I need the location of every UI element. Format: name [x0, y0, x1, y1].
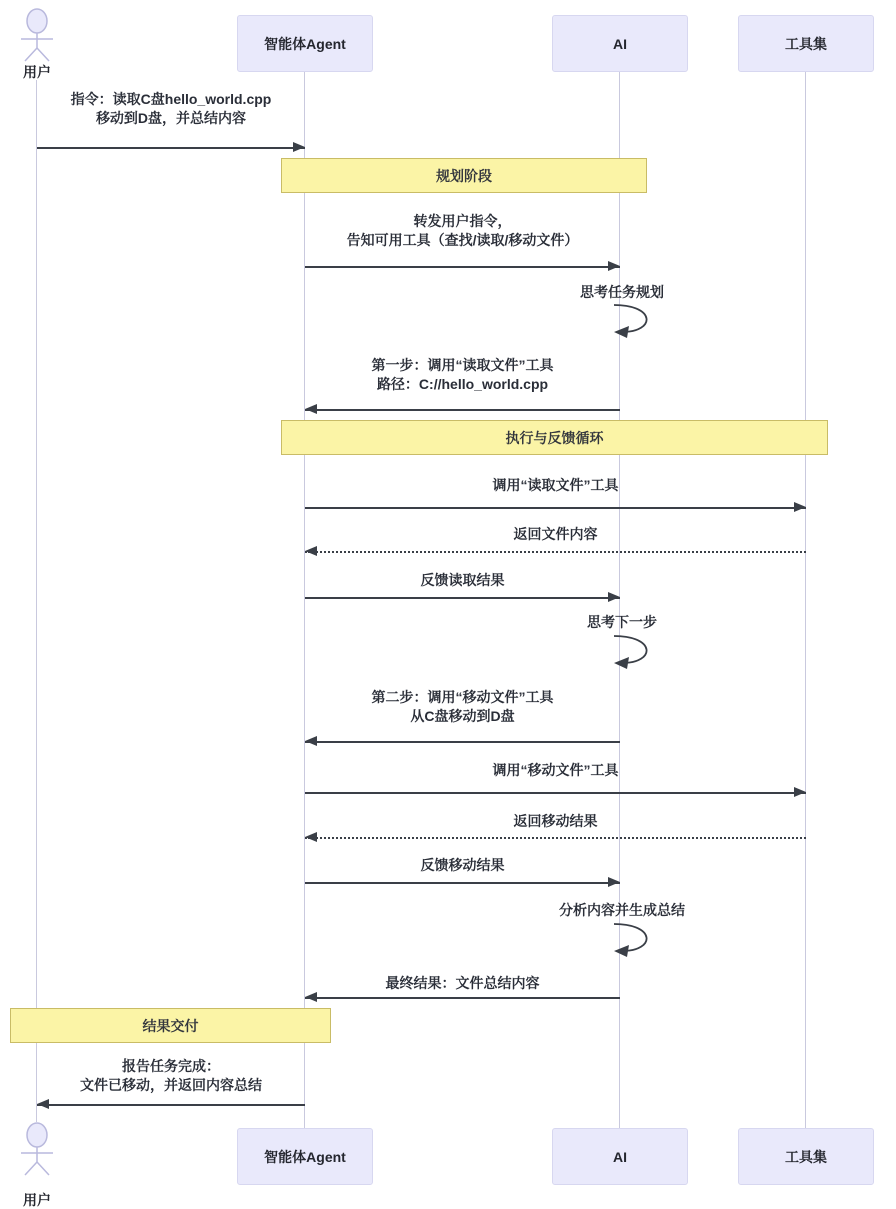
- message-label: [21, 1057, 321, 1095]
- message-label: [292, 212, 633, 250]
- actor-icon: [15, 1122, 59, 1176]
- message-label: [292, 974, 633, 993]
- arrow-agent-to-user: [37, 1104, 305, 1106]
- message-line: 分析内容并生成总结: [559, 902, 685, 918]
- arrow-agent-to-ai: [305, 597, 620, 599]
- message-line: 文件已移动，并返回内容总结: [80, 1077, 262, 1093]
- arrowhead-icon: [305, 992, 317, 1002]
- message-line: 从C盘移动到D盘: [410, 708, 515, 724]
- message-line: 调用“移动文件”工具: [492, 762, 619, 778]
- arrowhead-icon: [794, 502, 806, 512]
- arrow-tools-to-agent-return: [305, 837, 806, 839]
- participant-user-bottom: 用户: [23, 1192, 51, 1208]
- arrowhead-icon: [37, 1099, 49, 1109]
- arrowhead-icon: [305, 546, 317, 556]
- arrowhead-icon: [293, 142, 305, 152]
- self-loop-icon: [612, 302, 664, 338]
- arrow-user-to-agent: [37, 147, 305, 149]
- message-line: 思考下一步: [587, 614, 657, 630]
- arrow-agent-to-tools: [305, 792, 806, 794]
- message-line: 返回移动结果: [513, 813, 598, 829]
- participant-agent-top: 智能体Agent: [237, 15, 373, 72]
- arrow-ai-to-agent: [305, 997, 620, 999]
- message-label: [21, 90, 321, 128]
- message-line: 告知可用工具（查找/读取/移动文件）: [346, 232, 579, 248]
- arrow-agent-to-tools: [305, 507, 806, 509]
- message-line: 指令：读取C盘hello_world.cpp: [70, 91, 272, 107]
- message-label: [405, 812, 706, 831]
- phase-banner-planning: 规划阶段: [281, 158, 647, 193]
- arrowhead-icon: [305, 404, 317, 414]
- message-label: [292, 356, 633, 394]
- arrowhead-icon: [794, 787, 806, 797]
- message-line: 返回文件内容: [513, 526, 598, 542]
- arrowhead-icon: [608, 592, 620, 602]
- arrowhead-icon: [305, 832, 317, 842]
- message-line: 调用“读取文件”工具: [492, 477, 619, 493]
- lifeline-user: [36, 80, 37, 1122]
- arrowhead-icon: [305, 736, 317, 746]
- arrow-ai-to-agent: [305, 409, 620, 411]
- message-label: [405, 476, 706, 495]
- lifeline-tools: [805, 72, 806, 1128]
- arrow-tools-to-agent-return: [305, 551, 806, 553]
- message-label: [292, 571, 633, 590]
- message-line: 第二步：调用“移动文件”工具: [371, 689, 554, 705]
- message-label: [532, 283, 712, 302]
- participant-ai-top: AI: [552, 15, 688, 72]
- phase-banner-delivery: 结果交付: [10, 1008, 331, 1043]
- message-line: 反馈读取结果: [420, 572, 505, 588]
- message-line: 报告任务完成：: [122, 1058, 220, 1074]
- message-line: 移动到D盘，并总结内容: [95, 110, 247, 126]
- message-label: [405, 525, 706, 544]
- participant-tools-top: 工具集: [738, 15, 874, 72]
- message-label: [292, 856, 633, 875]
- actor-icon: [15, 8, 59, 62]
- participant-tools-bottom: 工具集: [738, 1128, 874, 1185]
- participant-agent-bottom: 智能体Agent: [237, 1128, 373, 1185]
- arrowhead-icon: [608, 261, 620, 271]
- message-line: 路径：C://hello_world.cpp: [376, 376, 549, 392]
- self-loop-icon: [612, 921, 664, 957]
- participant-ai-bottom: AI: [552, 1128, 688, 1185]
- message-line: 第一步：调用“读取文件”工具: [371, 357, 554, 373]
- message-label: [292, 688, 633, 726]
- message-line: 思考任务规划: [580, 284, 664, 300]
- message-line: 反馈移动结果: [420, 857, 505, 873]
- participant-user-top: 用户: [23, 64, 51, 80]
- message-line: 最终结果：文件总结内容: [385, 975, 540, 991]
- arrowhead-icon: [608, 877, 620, 887]
- arrow-agent-to-ai: [305, 882, 620, 884]
- message-label: [532, 613, 712, 632]
- self-loop-icon: [612, 633, 664, 669]
- arrow-agent-to-ai: [305, 266, 620, 268]
- message-line: 转发用户指令，: [413, 213, 512, 229]
- phase-banner-execution: 执行与反馈循环: [281, 420, 828, 455]
- message-label: [512, 901, 732, 920]
- arrow-ai-to-agent: [305, 741, 620, 743]
- message-label: [405, 761, 706, 780]
